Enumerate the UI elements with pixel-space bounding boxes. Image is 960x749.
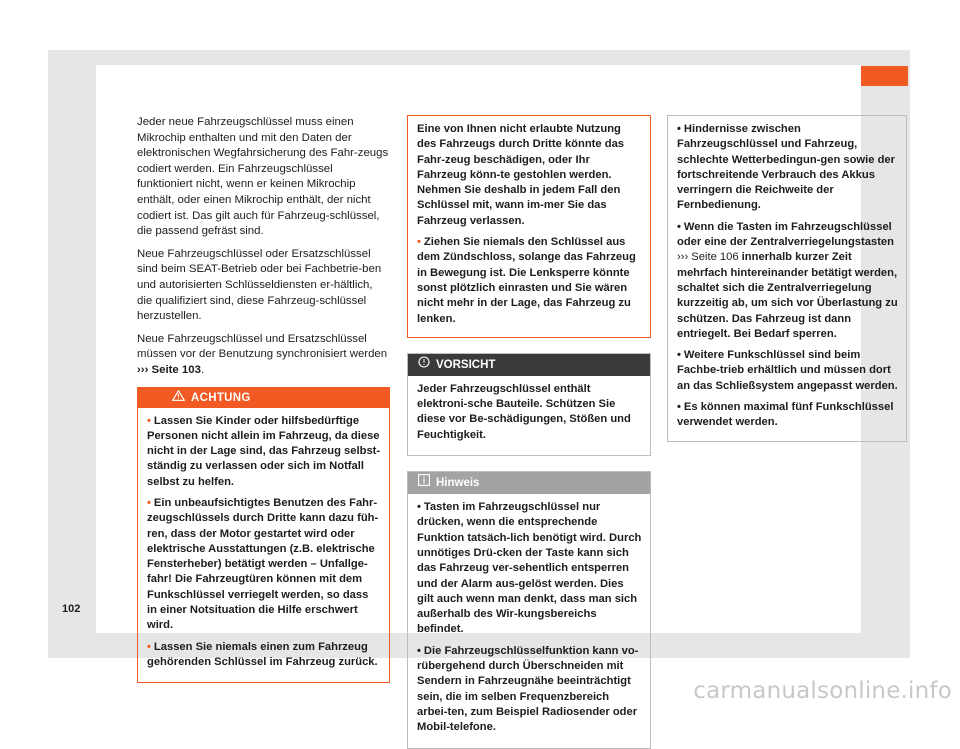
note-title: Hinweis xyxy=(436,477,480,490)
column-2 xyxy=(407,115,651,749)
sync-text: Neue Fahrzeugschlüssel und Ersatzschlüssel müssen vor der Benutzung synchronisiert werden xyxy=(137,332,388,361)
warning-continued-text: Eine von Ihnen nicht erlaubte Nutzung des Fahrzeugs durch Dritte könnte das Fahr-zeug beschädigen, oder Ihr Fahrzeug könn-te gestohlen werden. Nehmen Sie deshalb in jedem Fall den Schlüssel mit, wann im-mer Sie das Fahrzeug verlassen. xyxy=(417,123,625,227)
bullet-icon: • xyxy=(147,640,151,653)
note-box xyxy=(407,471,651,748)
note-item xyxy=(417,644,642,736)
info-icon xyxy=(418,472,430,494)
bullet-icon: • xyxy=(677,220,681,233)
note-item-text: Die Fahrzeugschlüsselfunktion kann vo-rübergehend durch Überschneiden mit Sendern in Fahrzeugnähe beeinträchtigt sein, die im selben Frequenzbereich arbei-ten, zum Beispiel Radiosender oder Mobil-telefone. xyxy=(417,644,639,734)
body-paragraph: Jeder neue Fahrzeugschlüssel muss einen Mikrochip enthalten und mit den Daten der elektronischen Wegfahrsicherung des Fahr-zeugs codiert werden. Ein Fahrzeugschlüssel funktioniert nicht, wenn er keinen Mikrochip enthält, oder einen Mikrochip enthält, der nicht codiert ist. Das gilt auch für Fahrzeug-schlüssel, die passend gefräst sind. xyxy=(137,116,389,238)
warning-box xyxy=(137,387,390,684)
note-item-text: Tasten im Fahrzeugschlüssel nur drücken, wenn die entsprechende Funktion tatsäch-lich benötigt wird. Durch unnötiges Drü-cken der Taste kann sich das Fahrzeug ver-sehentlich entsperren und der Alarm aus-gelöst werden. Dies gilt auch wenn man denkt, dass man sich außerhalb des Wir-kungsbereichs befindet. xyxy=(417,501,642,636)
warning-item xyxy=(417,235,642,327)
note-item-text: Wenn die Tasten im Fahrzeugschlüssel oder eine der Zentralverriegelungstasten xyxy=(677,220,894,249)
page-number: 102 xyxy=(62,603,81,615)
page-reference-link[interactable]: ››› Seite 103 xyxy=(137,363,201,376)
note-item-text: Hindernisse zwischen Fahrzeugschlüssel und Fahrzeug, schlechte Wetterbedingun-gen sowie der fortschreitende Verbrauch des Akkus verringern die Reichweite der Fernbedienung. xyxy=(677,123,895,212)
note-item-text: innerhalb kurzer Zeit mehrfach hintereinander betätigt werden, schaltet sich die Zentralverriegelung kurzzeitig ab, um sich vor Überlastung zu schützen. Das Fahrzeug ist dann entriegelt. Bei Bedarf sperren. xyxy=(677,251,898,340)
bullet-icon: • xyxy=(417,236,421,249)
warning-item-text: Lassen Sie Kinder oder hilfsbedürftige Personen nicht allein im Fahrzeug, da diese nicht in der Lage sind, das Fahrzeug selbst-ständig zu verlassen oder sich im Notfall selbst zu helfen. xyxy=(147,414,381,488)
sync-end: . xyxy=(200,363,205,376)
note-item-text: Es können maximal fünf Funkschlüssel verwendet werden. xyxy=(677,401,894,429)
warning-title: ACHTUNG xyxy=(191,391,251,404)
bullet-icon: • xyxy=(677,123,681,135)
caution-title: VORSICHT xyxy=(436,358,496,371)
sync-paragraph xyxy=(137,332,390,379)
page-reference-link[interactable]: ››› Seite 106 xyxy=(677,251,739,264)
warning-item-text: Ein unbeaufsichtigtes Benutzen des Fahr-zeugschlüssels durch Dritte kann dazu füh-ren, dass der Motor gestartet wird oder elektrische Ausstattungen (z.B. elektrische Fensterheber) betätigt werden – Unfallge-fahr! Die Fahrzeugtüren können mit dem Funkschlüssel verriegelt werden, so dass in einer Notsituation die Hilfe erschwert wird. xyxy=(147,496,379,632)
bullet-icon: • xyxy=(417,501,421,514)
warning-item xyxy=(147,496,381,634)
caution-text: Jeder Fahrzeugschlüssel enthält elektroni-sche Bauteile. Schützen Sie diese vor Be-schädigungen, Stößen und Feuchtigkeit. xyxy=(417,382,631,441)
caution-body xyxy=(408,376,650,455)
bullet-icon: • xyxy=(417,644,421,657)
note-item xyxy=(677,400,898,431)
warning-header xyxy=(138,388,389,408)
note-item xyxy=(417,500,642,638)
body-paragraph: Neue Fahrzeugschlüssel oder Ersatzschlüssel sind beim SEAT-Betrieb oder bei Fachbetrie-ben und autorisierten Schlüsseldiensten er-hältlich, die qualifiziert sind, diese Fahrzeug-schlüssel herzustellen. xyxy=(137,247,382,323)
note-item-text: Weitere Funkschlüssel sind beim Fachbe-trieb erhältlich und müssen dort an das Schließsystem angepasst werden. xyxy=(677,349,898,392)
warning-continued-box xyxy=(407,115,651,338)
warning-item-text: Lassen Sie niemals einen zum Fahrzeug gehörenden Schlüssel im Fahrzeug zurück. xyxy=(147,640,378,668)
column-1 xyxy=(137,115,390,683)
caution-box xyxy=(407,353,651,456)
bullet-icon: • xyxy=(147,496,151,509)
warning-item-text: Ziehen Sie niemals den Schlüssel aus dem Zündschloss, solange das Fahrzeug in Bewegung ist. Die Lenksperre könnte sonst plötzlich einrasten und Sie wären nicht mehr in der Lage, das Fahrzeug zu lenken. xyxy=(417,236,636,325)
column-3 xyxy=(667,115,907,442)
caution-header xyxy=(408,354,650,376)
warning-triangle-icon xyxy=(172,388,185,408)
watermark: carmanualsonline.info xyxy=(693,678,952,704)
note-item xyxy=(677,220,898,342)
note-header xyxy=(408,472,650,494)
warning-item xyxy=(147,640,381,671)
caution-circle-icon xyxy=(418,354,430,376)
note-continued-box xyxy=(667,115,907,442)
note-item xyxy=(677,122,898,214)
bullet-icon: • xyxy=(147,414,151,427)
note-item xyxy=(677,348,898,394)
bullet-icon: • xyxy=(677,401,681,414)
note-body xyxy=(408,494,650,747)
warning-item xyxy=(147,414,381,490)
warning-body xyxy=(138,408,389,683)
bullet-icon: • xyxy=(677,349,681,362)
